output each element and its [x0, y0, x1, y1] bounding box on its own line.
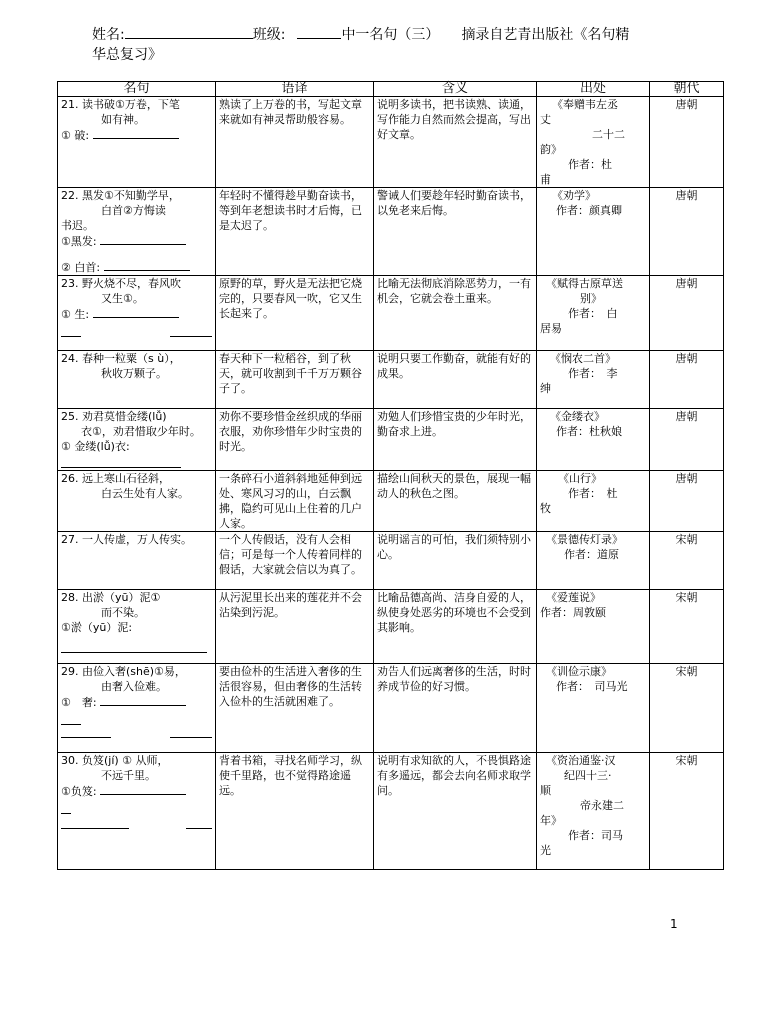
quote-cell [58, 753, 216, 870]
quote-line: 29. 由俭入奢(shē)①易， [61, 665, 186, 678]
source-line: 《劝学》 [552, 189, 596, 202]
source-line: 丈 [540, 113, 551, 126]
quote-cell [58, 188, 216, 276]
source-line: 光 [540, 844, 551, 857]
blank-label: ① 生: [61, 308, 90, 321]
source-cell [537, 351, 650, 409]
dynasty-cell: 宋朝 [650, 532, 724, 590]
dynasty-cell: 唐朝 [650, 97, 724, 188]
column-header-meaning: 含义 [374, 82, 537, 97]
answer-blank[interactable] [61, 712, 81, 725]
quote-line: 25. 劝君莫惜金缕(lǚ) [61, 410, 167, 423]
quote-cell [58, 409, 216, 471]
column-header-translation: 语译 [216, 82, 374, 97]
source-line: 作者：周敦颐 [540, 606, 606, 619]
class-label: 班级: [252, 27, 286, 43]
quote-line: 27. 一人传虚，万人传实。 [61, 533, 192, 546]
meaning-cell: 比喻品德高尚、洁身自爱的人，纵使身处恶劣的环境也不会受到其影响。 [374, 590, 537, 664]
source-line: 作者： 白 [568, 307, 618, 320]
dynasty-cell: 唐朝 [650, 409, 724, 471]
source-cell [537, 409, 650, 471]
translation-cell: 背着书箱，寻找名师学习，纵使千里路，也不觉得路途遥远。 [216, 753, 374, 870]
source-line: 二十二 [592, 128, 625, 141]
quote-cell [58, 471, 216, 532]
source-cell [537, 276, 650, 351]
source-line: 牧 [540, 502, 551, 515]
name-label: 姓名: [92, 27, 125, 43]
meaning-cell: 说明有求知欲的人，不畏惧路途有多遥远，都会去向名师求取学问。 [374, 753, 537, 870]
table-row [58, 471, 724, 532]
blank-label: ①黑发: [61, 235, 97, 248]
quotes-table [57, 81, 724, 870]
blank-label: ① 金缕(lǚ)衣: [61, 440, 130, 453]
column-header-quote: 名句 [58, 82, 216, 97]
quote-cell [58, 351, 216, 409]
quote-line: 如有神。 [101, 113, 145, 126]
source-line: 《景德传灯录》 [546, 533, 623, 546]
quote-line: 23. 野火烧不尽，春风吹 [61, 277, 181, 290]
blank-label: ② 白首: [61, 261, 101, 274]
answer-blank[interactable] [186, 816, 212, 829]
table-row [58, 664, 724, 753]
answer-blank[interactable] [170, 725, 212, 738]
answer-blank[interactable] [100, 233, 186, 245]
source-line: 年》 [540, 814, 562, 827]
name-blank[interactable] [125, 24, 253, 39]
answer-blank[interactable] [100, 783, 186, 795]
translation-cell: 原野的草，野火是无法把它烧完的，只要春风一吹，它又生长起来了。 [216, 276, 374, 351]
quote-line: 21. 读书破①万卷，下笔 [61, 98, 180, 111]
quote-line: 又生①。 [101, 292, 144, 305]
worksheet-title: 中一名句（三） [341, 27, 440, 43]
meaning-cell: 说明只要工作勤奋，就能有好的成果。 [374, 351, 537, 409]
answer-blank[interactable] [61, 816, 129, 829]
source-note-line1: 摘录自艺青出版社《名句精 [461, 27, 630, 43]
source-cell [537, 97, 650, 188]
translation-cell: 劝你不要珍惜金丝织成的华丽衣服，劝你珍惜年少时宝贵的时光。 [216, 409, 374, 471]
source-line: 作者： 杜 [568, 487, 618, 500]
quote-line: 书迟。 [61, 219, 94, 232]
source-line: 作者： 李 [568, 367, 618, 380]
column-header-dynasty: 朝代 [650, 82, 724, 97]
source-line: 《资治通鉴·汉 [546, 754, 616, 767]
quote-cell [58, 532, 216, 590]
answer-blank[interactable] [61, 324, 81, 337]
source-line: 作者：道原 [564, 548, 619, 561]
blank-label: ① 破: [61, 129, 90, 142]
answer-blank[interactable] [61, 725, 111, 738]
answer-blank[interactable] [170, 324, 212, 337]
answer-blank[interactable] [61, 801, 71, 814]
source-line: 帝永建二 [580, 799, 624, 812]
translation-cell: 年轻时不懂得趁早勤奋读书，等到年老想读书时才后悔，已是太迟了。 [216, 188, 374, 276]
source-line: 别》 [580, 292, 602, 305]
blank-label: ①淤（yū）泥: [61, 621, 133, 634]
source-cell [537, 664, 650, 753]
source-note-line2: 华总复习》 [92, 47, 162, 63]
source-line: 《训俭示康》 [546, 665, 612, 678]
source-line: 韵》 [540, 143, 562, 156]
dynasty-cell: 宋朝 [650, 753, 724, 870]
translation-cell: 春天种下一粒稻谷，到了秋天，就可收割到千千万万颗谷子了。 [216, 351, 374, 409]
meaning-cell: 劝告人们远离奢侈的生活，时时养成节俭的好习惯。 [374, 664, 537, 753]
answer-blank[interactable] [100, 694, 186, 706]
source-line: 《悯农二首》 [550, 352, 616, 365]
quote-line: 衣①，劝君惜取少年时。 [81, 425, 201, 438]
table-row [58, 753, 724, 870]
quote-line: 白云生处有人家。 [101, 487, 189, 500]
quote-cell [58, 97, 216, 188]
page-number: 1 [670, 917, 678, 931]
answer-blank[interactable] [61, 454, 181, 468]
table-row [58, 188, 724, 276]
source-line: 《爱莲说》 [546, 591, 601, 604]
source-line: 《金缕衣》 [550, 410, 605, 423]
dynasty-cell: 唐朝 [650, 188, 724, 276]
source-line: 作者：司马 [568, 829, 623, 842]
table-row [58, 532, 724, 590]
table-row [58, 276, 724, 351]
class-blank[interactable] [297, 24, 341, 39]
table-row [58, 97, 724, 188]
source-line: 《奉赠韦左丞 [552, 98, 618, 111]
source-cell [537, 471, 650, 532]
source-line: 作者：杜 [568, 158, 612, 171]
translation-cell: 熟读了上万卷的书，写起文章来就如有神灵帮助般容易。 [216, 97, 374, 188]
meaning-cell: 警诫人们要趁年轻时勤奋读书，以免老来后悔。 [374, 188, 537, 276]
quote-cell [58, 276, 216, 351]
source-line: 《山行》 [558, 472, 602, 485]
translation-cell: 一个人传假话，没有人会相信；可是每一个人传着同样的假话，大家就会信以为真了。 [216, 532, 374, 590]
source-line: 居易 [540, 322, 562, 335]
source-cell [537, 753, 650, 870]
answer-blank[interactable] [104, 259, 190, 271]
worksheet-header [92, 24, 682, 65]
source-line: 纪四十三· [564, 769, 612, 782]
quote-line: 不远千里。 [101, 769, 156, 782]
source-line: 作者： 司马光 [556, 680, 628, 693]
source-line: 作者：颜真卿 [556, 204, 622, 217]
answer-blank[interactable] [93, 306, 179, 318]
meaning-cell: 描绘山间秋天的景色，展现一幅动人的秋色之图。 [374, 471, 537, 532]
translation-cell: 一条碎石小道斜斜地延伸到远处、寒风习习的山，白云飘拂，隐约可见山上住着的几户人家。 [216, 471, 374, 532]
quote-line: 22. 黑发①不知勤学早， [61, 189, 180, 202]
quote-line: 而不染。 [101, 606, 145, 619]
source-line: 作者：杜秋娘 [556, 425, 622, 438]
answer-blank[interactable] [61, 639, 207, 653]
dynasty-cell: 宋朝 [650, 590, 724, 664]
source-line: 顺 [540, 784, 551, 797]
table-row [58, 409, 724, 471]
source-line: 绅 [540, 382, 551, 395]
dynasty-cell: 宋朝 [650, 664, 724, 753]
translation-cell: 要由俭朴的生活进入奢侈的生活很容易，但由奢侈的生活转入俭朴的生活就困难了。 [216, 664, 374, 753]
meaning-cell: 劝勉人们珍惜宝贵的少年时光，勤奋求上进。 [374, 409, 537, 471]
column-header-source: 出处 [537, 82, 650, 97]
source-cell [537, 590, 650, 664]
source-cell [537, 532, 650, 590]
source-line: 《赋得古原草送 [546, 277, 623, 290]
dynasty-cell: 唐朝 [650, 351, 724, 409]
quote-cell [58, 664, 216, 753]
quote-line: 秋收万颗子。 [101, 367, 167, 380]
translation-cell: 从污泥里长出来的莲花并不会沾染到污泥。 [216, 590, 374, 664]
meaning-cell: 说明多读书，把书读熟、读通，写作能力自然而然会提高，写出好文章。 [374, 97, 537, 188]
meaning-cell: 说明谣言的可怕，我们须特别小心。 [374, 532, 537, 590]
dynasty-cell: 唐朝 [650, 471, 724, 532]
quote-line: 30. 负笈(jí) ① 从师， [61, 754, 169, 767]
source-line: 甫 [540, 173, 551, 186]
blank-label: ① 奢: [61, 696, 97, 709]
source-cell [537, 188, 650, 276]
table-row [58, 351, 724, 409]
quote-line: 24. 春种一粒粟（s ù）， [61, 352, 181, 365]
answer-blank[interactable] [93, 127, 179, 139]
table-header-row [58, 82, 724, 97]
quote-line: 由奢入俭难。 [101, 680, 167, 693]
quote-line: 白首②方悔读 [101, 204, 166, 217]
quote-cell [58, 590, 216, 664]
meaning-cell: 比喻无法彻底消除恶势力，一有机会，它就会卷土重来。 [374, 276, 537, 351]
dynasty-cell: 唐朝 [650, 276, 724, 351]
blank-label: ①负笈: [61, 785, 97, 798]
quote-line: 26. 远上寒山石径斜， [61, 472, 170, 485]
table-row [58, 590, 724, 664]
quote-line: 28. 出淤（yū）泥① [61, 591, 161, 604]
